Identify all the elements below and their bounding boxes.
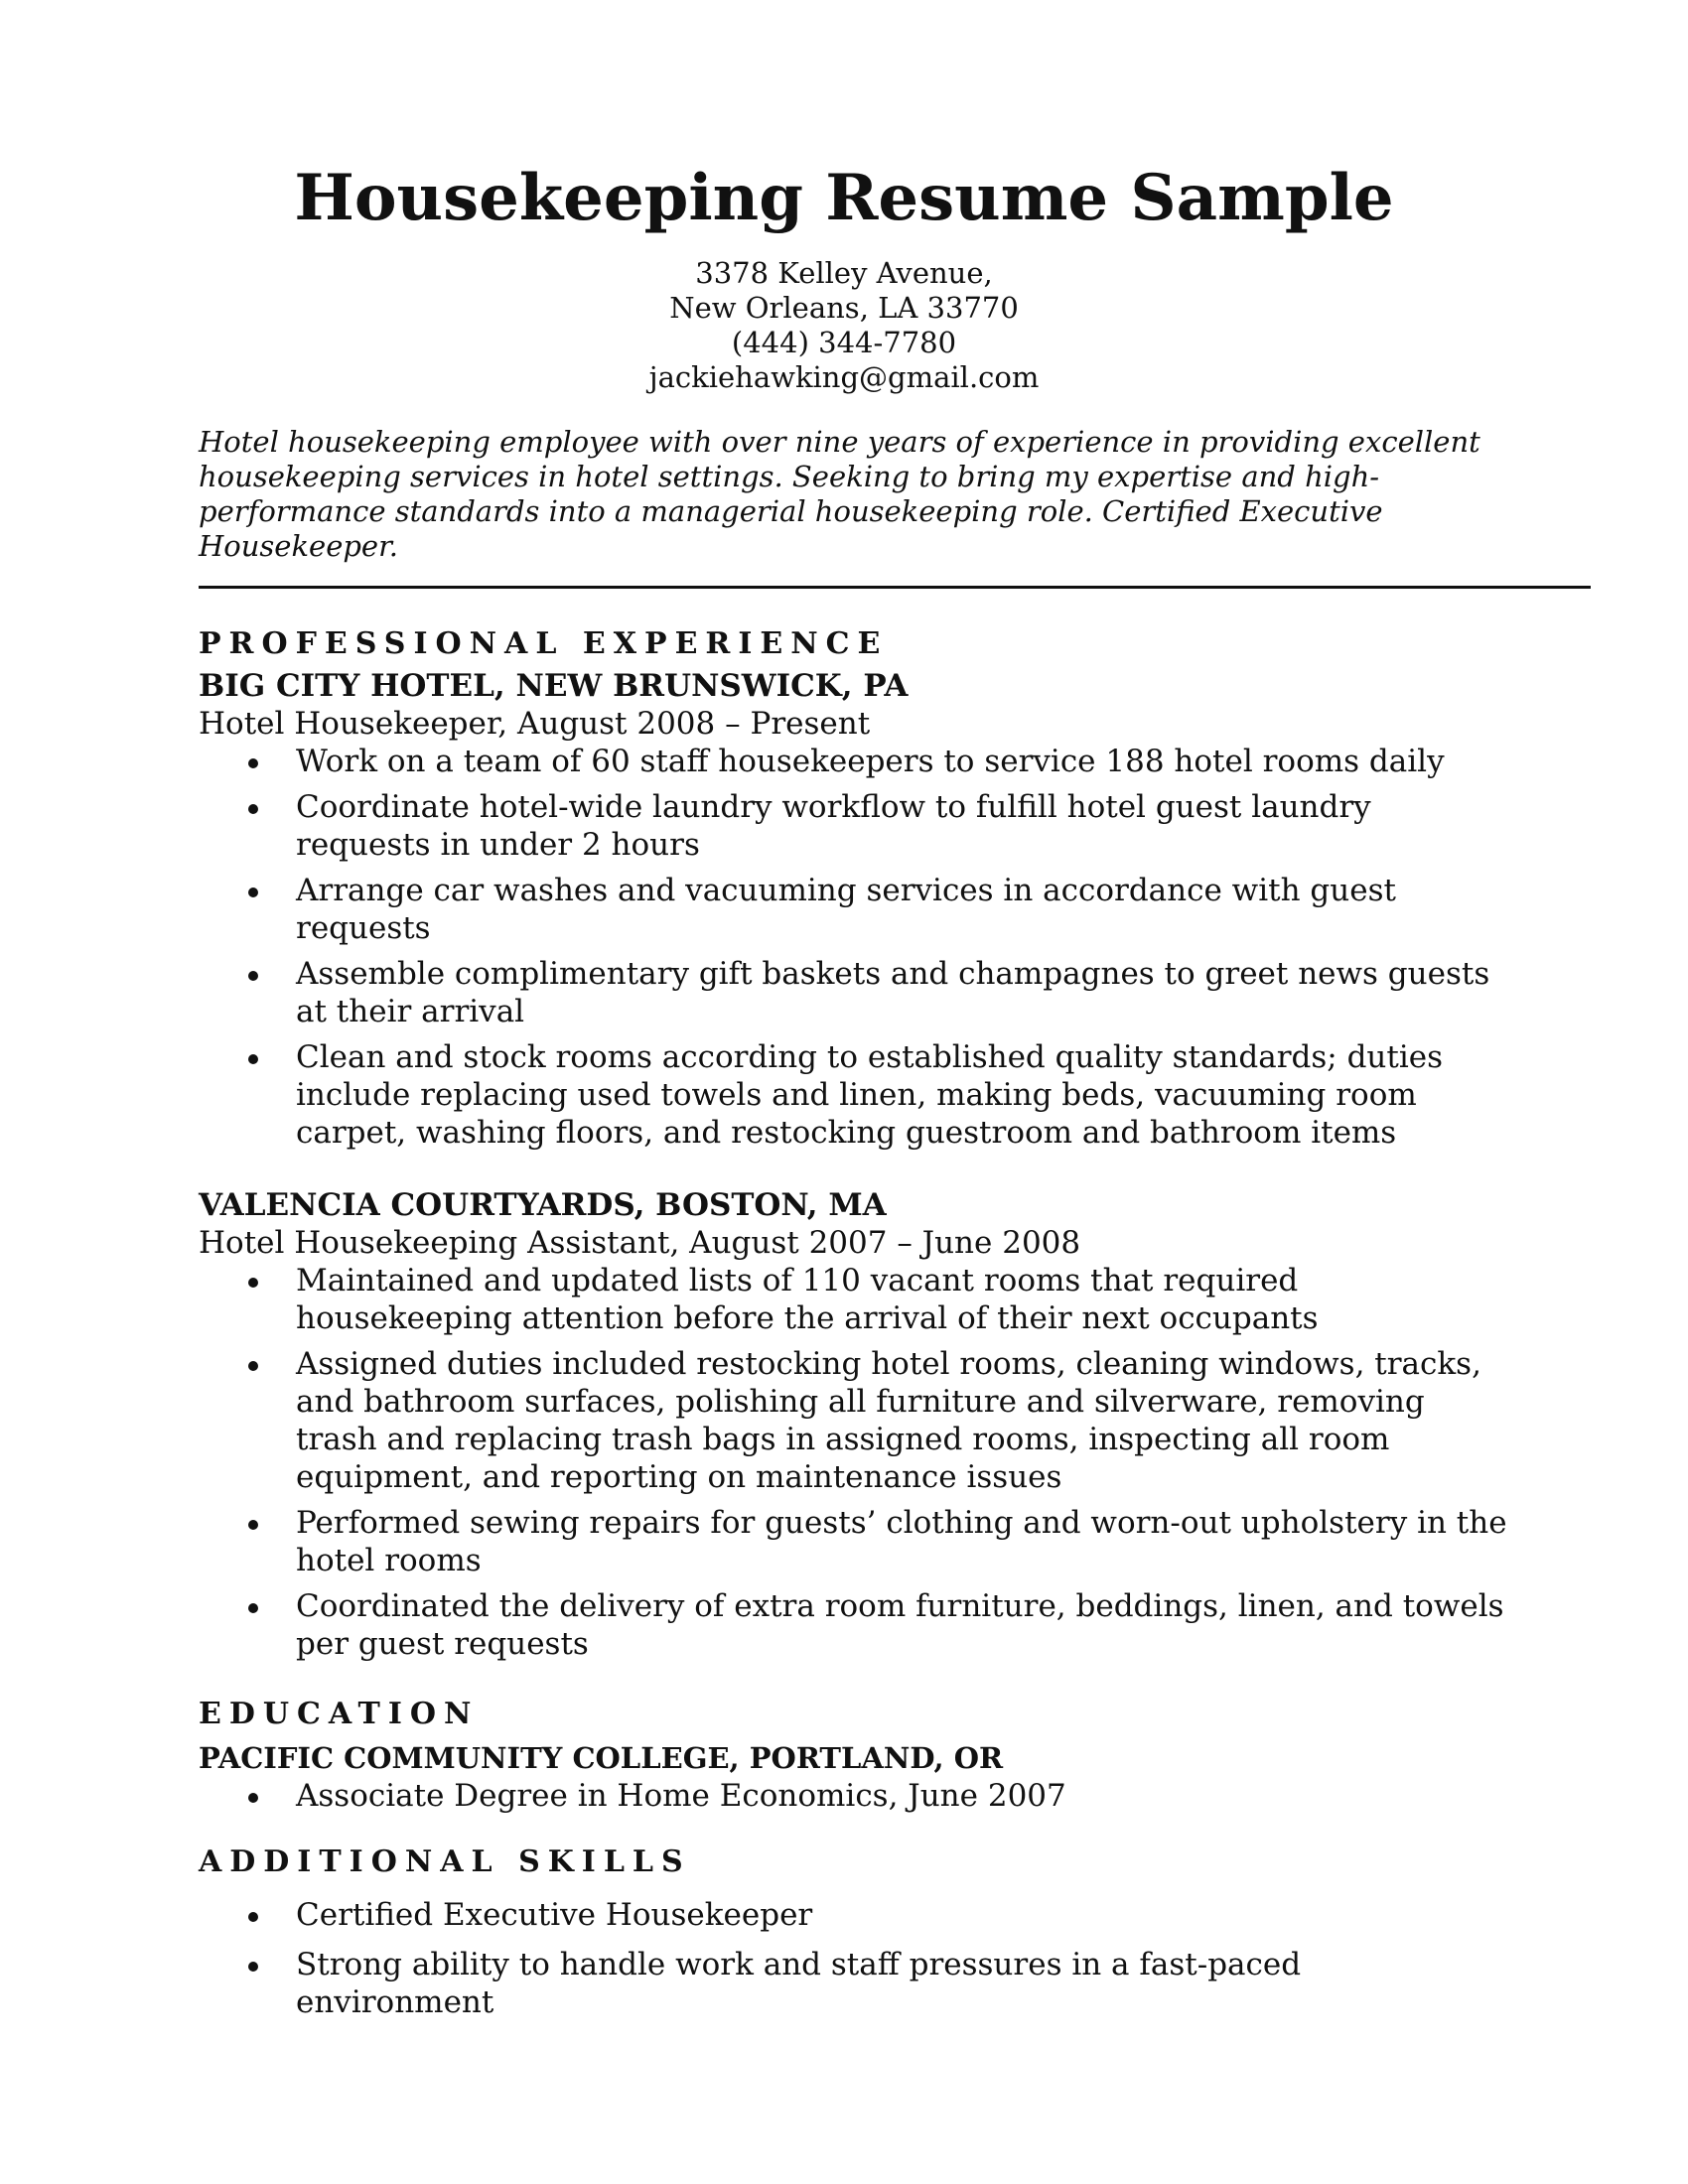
experience-section	[199, 626, 1589, 1663]
summary-paragraph: Hotel housekeeping employee with over nine years of experience in providing excellent housekeeping services in hotel settings. Seeking to bring my expertise and high-performance standards into a managerial housekeeping role. Certified Executive Housekeeper.	[199, 425, 1480, 563]
bullet-icon	[248, 1520, 258, 1530]
school-name: PACIFIC COMMUNITY COLLEGE, PORTLAND, OR	[199, 1741, 1004, 1775]
job-bullets	[199, 743, 1589, 1152]
list-item	[199, 1896, 1507, 1934]
header-divider	[199, 586, 1591, 589]
list-item	[199, 872, 1507, 947]
list-item	[199, 788, 1507, 864]
skills-heading: ADDITIONAL SKILLS	[199, 1844, 691, 1879]
resume-page	[199, 159, 1589, 2021]
job-role: Hotel Housekeeping Assistant, August 2007 – June 2008	[199, 1225, 1081, 1261]
bullet-text: Assemble complimentary gift baskets and champagnes to greet news guests at their arrival	[296, 956, 1490, 1029]
bullet-icon	[248, 1361, 258, 1371]
bullet-icon	[248, 1912, 258, 1922]
bullet-text: Work on a team of 60 staff housekeepers to service 188 hotel rooms daily	[296, 744, 1445, 779]
list-item	[199, 1262, 1507, 1337]
job-role: Hotel Housekeeper, August 2008 – Present	[199, 706, 871, 742]
bullet-text: Coordinate hotel-wide laundry workflow to fulfill hotel guest laundry requests in under 2 hours	[296, 789, 1371, 863]
job-employer: BIG CITY HOTEL, NEW BRUNSWICK, PA	[199, 668, 909, 704]
bullet-icon	[248, 971, 258, 981]
address-line-1: 3378 Kelley Avenue,	[695, 256, 993, 290]
list-item	[199, 1777, 1507, 1815]
skills-bullets	[199, 1896, 1589, 2021]
experience-heading: PROFESSIONAL EXPERIENCE	[199, 626, 889, 661]
bullet-text: Certified Executive Housekeeper	[296, 1897, 813, 1933]
bullet-text: Clean and stock rooms according to established quality standards; duties include replacing used towels and linen, making beds, vacuuming room carpet, washing floors, and restocking guestroom and bathroom items	[296, 1039, 1444, 1151]
list-item	[199, 1504, 1507, 1579]
phone-number: (444) 344-7780	[731, 326, 957, 359]
skills-section	[199, 1844, 1589, 2021]
bullet-text: Performed sewing repairs for guests’ clothing and worn-out upholstery in the hotel rooms	[296, 1505, 1507, 1578]
bullet-text: Coordinated the delivery of extra room furniture, beddings, linen, and towels per guest requests	[296, 1588, 1504, 1662]
list-item	[199, 955, 1507, 1030]
bullet-icon	[248, 1603, 258, 1613]
job-employer: VALENCIA COURTYARDS, BOSTON, MA	[199, 1187, 887, 1223]
bullet-icon	[248, 804, 258, 814]
bullet-text: Associate Degree in Home Economics, June 2007	[296, 1778, 1066, 1814]
education-section	[199, 1697, 1589, 1815]
list-item	[199, 1345, 1507, 1496]
email-address: jackiehawking@gmail.com	[648, 360, 1040, 394]
bullet-icon	[248, 1278, 258, 1288]
bullet-text: Strong ability to handle work and staff pressures in a fast-paced environment	[296, 1947, 1302, 2020]
bullet-icon	[248, 1793, 258, 1803]
bullet-icon	[248, 1054, 258, 1064]
list-item	[199, 1587, 1507, 1663]
address-line-2: New Orleans, LA 33770	[669, 291, 1019, 325]
list-item	[199, 1946, 1507, 2021]
bullet-text: Arrange car washes and vacuuming services in accordance with guest requests	[296, 873, 1396, 946]
list-item	[199, 1038, 1507, 1152]
job-entry	[199, 1187, 1589, 1663]
education-heading: EDUCATION	[199, 1697, 480, 1731]
bullet-icon	[248, 887, 258, 897]
contact-block	[199, 256, 1489, 395]
bullet-text: Assigned duties included restocking hotel rooms, cleaning windows, tracks, and bathroom surfaces, polishing all furniture and silverware, removing trash and replacing trash bags in assigned rooms, inspecting all room equipment, and reporting on maintenance issues	[296, 1346, 1481, 1495]
job-bullets	[199, 1262, 1589, 1663]
bullet-text: Maintained and updated lists of 110 vacant rooms that required housekeeping attention before the arrival of their next occupants	[296, 1263, 1319, 1336]
list-item	[199, 743, 1507, 780]
page-title: Housekeeping Resume Sample	[294, 161, 1394, 235]
job-entry	[199, 668, 1589, 1152]
bullet-icon	[248, 758, 258, 768]
education-bullets	[199, 1777, 1589, 1815]
bullet-icon	[248, 1962, 258, 1972]
